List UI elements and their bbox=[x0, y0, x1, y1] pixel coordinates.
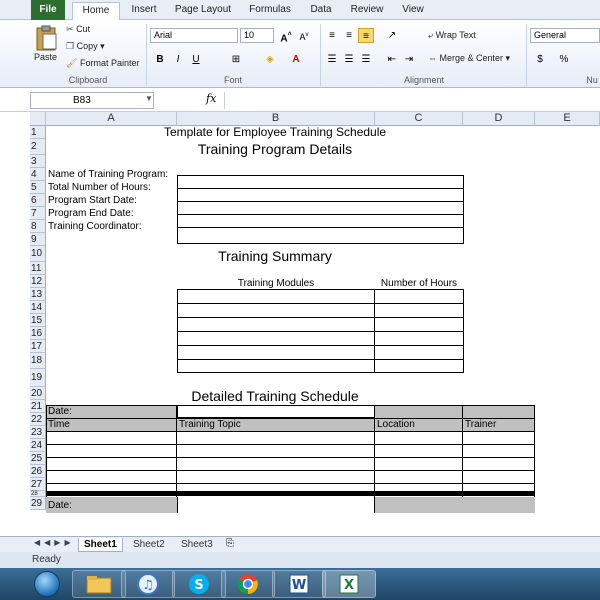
format-painter-button[interactable] bbox=[66, 58, 139, 69]
font-name-select[interactable]: Arial bbox=[150, 28, 238, 43]
itunes-icon bbox=[136, 572, 160, 596]
details-heading[interactable]: Training Program Details bbox=[197, 141, 353, 157]
scissors-icon: ✂ bbox=[66, 24, 74, 35]
excel-icon bbox=[337, 572, 361, 596]
separator bbox=[320, 24, 321, 86]
orientation-icon[interactable]: ↗ bbox=[387, 30, 397, 41]
taskbar-skype[interactable] bbox=[172, 570, 226, 598]
row-header[interactable]: 17 bbox=[30, 340, 46, 353]
row-header[interactable]: 1 bbox=[30, 126, 46, 139]
font-size-select[interactable]: 10 bbox=[240, 28, 274, 43]
row-header[interactable]: 21 bbox=[30, 400, 46, 413]
bold-button[interactable]: B bbox=[156, 54, 164, 65]
word-icon bbox=[287, 572, 311, 596]
svg-text:X: X bbox=[343, 578, 355, 593]
borders-icon[interactable]: ⊞ bbox=[231, 54, 241, 65]
divider bbox=[177, 317, 464, 318]
taskbar-word[interactable] bbox=[272, 570, 326, 598]
merge-center-button[interactable]: ⇔ Merge & Center ▾ bbox=[428, 53, 511, 63]
wrap-text-icon: ⤶ bbox=[428, 30, 434, 40]
row-header[interactable]: 15 bbox=[30, 314, 46, 327]
fill-color-icon[interactable]: ◈ bbox=[266, 54, 274, 65]
thick-divider bbox=[46, 491, 535, 496]
percent-button[interactable]: % bbox=[559, 54, 569, 65]
detail-label[interactable]: Name of Training Program: bbox=[48, 169, 169, 180]
brush-icon: 🖌 bbox=[66, 58, 78, 69]
divider bbox=[177, 214, 464, 215]
detail-label[interactable]: Program End Date: bbox=[48, 208, 134, 219]
tab-view[interactable]: View bbox=[402, 4, 424, 15]
cut-button[interactable] bbox=[66, 24, 90, 35]
decrease-indent-icon[interactable]: ⇤ bbox=[387, 54, 397, 65]
sheet-title[interactable]: Template for Employee Training Schedule bbox=[163, 126, 387, 139]
divider bbox=[177, 201, 464, 202]
row-header[interactable]: 11 bbox=[30, 262, 46, 275]
row-header[interactable]: 2 bbox=[30, 139, 46, 155]
merge-icon: ⇔ bbox=[428, 53, 437, 63]
row-header[interactable]: 5 bbox=[30, 181, 46, 194]
schedule-header-trainer[interactable]: Trainer bbox=[465, 419, 497, 430]
status-bar: Ready bbox=[0, 552, 600, 568]
sheet-tab-2[interactable]: Sheet2 bbox=[133, 539, 165, 550]
tab-review[interactable]: Review bbox=[350, 4, 384, 15]
row-header[interactable]: 28 bbox=[30, 491, 46, 497]
skype-icon bbox=[187, 572, 211, 596]
row-header[interactable]: 16 bbox=[30, 327, 46, 340]
ribbon-tab-bar bbox=[0, 0, 600, 20]
row-header[interactable]: 19 bbox=[30, 369, 46, 387]
divider bbox=[177, 331, 464, 332]
divider bbox=[177, 188, 464, 189]
row-header[interactable]: 20 bbox=[30, 387, 46, 400]
tab-file[interactable]: File bbox=[31, 0, 65, 20]
divider bbox=[177, 227, 464, 228]
align-bottom-icon[interactable]: ≡ bbox=[358, 28, 374, 43]
grow-font-icon[interactable]: A^ bbox=[280, 32, 292, 45]
row-header[interactable]: 9 bbox=[30, 233, 46, 246]
column-header-c[interactable]: C bbox=[375, 112, 463, 126]
row-header[interactable]: 12 bbox=[30, 275, 46, 288]
tab-data[interactable]: Data bbox=[310, 4, 332, 15]
align-top-icon[interactable]: ≡ bbox=[329, 30, 335, 41]
row-header[interactable]: 4 bbox=[30, 168, 46, 181]
formula-bar bbox=[0, 88, 600, 112]
row-header[interactable]: 10 bbox=[30, 246, 46, 262]
clipboard-group-label: Clipboard bbox=[68, 75, 108, 85]
start-orb-icon[interactable] bbox=[34, 571, 60, 597]
detail-label[interactable]: Total Number of Hours: bbox=[48, 182, 151, 193]
tab-page-layout[interactable]: Page Layout bbox=[174, 4, 232, 15]
column-header-e[interactable]: E bbox=[535, 112, 600, 126]
copy-button[interactable]: ❐ Copy ▾ bbox=[66, 41, 105, 52]
divider bbox=[46, 457, 535, 458]
chrome-icon bbox=[236, 572, 260, 596]
schedule-header-topic[interactable]: Training Topic bbox=[179, 419, 241, 430]
tab-home[interactable]: Home bbox=[72, 2, 120, 21]
wrap-text-label: Wrap Text bbox=[435, 30, 476, 40]
detail-label[interactable]: Program Start Date: bbox=[48, 195, 137, 206]
sheet-tab-3[interactable]: Sheet3 bbox=[181, 539, 213, 550]
folder-icon bbox=[86, 574, 112, 594]
ribbon bbox=[0, 20, 600, 88]
divider bbox=[177, 359, 464, 360]
row-header[interactable]: 8 bbox=[30, 220, 46, 233]
schedule-heading[interactable]: Detailed Training Schedule bbox=[191, 388, 359, 404]
taskbar-chrome[interactable] bbox=[221, 570, 275, 598]
schedule-header-time[interactable]: Time bbox=[48, 419, 70, 430]
svg-text:♫: ♫ bbox=[142, 578, 154, 593]
row-header[interactable]: 22 bbox=[30, 413, 46, 426]
worksheet-grid[interactable] bbox=[46, 126, 600, 536]
divider bbox=[46, 444, 535, 445]
font-color-icon[interactable]: A bbox=[292, 54, 300, 65]
row-header[interactable]: 29 bbox=[30, 497, 46, 510]
align-middle-icon[interactable]: ≡ bbox=[346, 30, 352, 41]
paste-icon bbox=[34, 24, 58, 52]
row-header[interactable]: 7 bbox=[30, 207, 46, 220]
underline-button[interactable]: U bbox=[192, 54, 200, 65]
row-header[interactable]: 25 bbox=[30, 452, 46, 465]
fx-icon[interactable]: fx bbox=[206, 92, 217, 105]
copy-icon: ❐ bbox=[66, 41, 75, 52]
row-header[interactable]: 18 bbox=[30, 353, 46, 369]
number-group-label: Nu bbox=[586, 75, 598, 85]
date-label[interactable]: Date: bbox=[48, 406, 72, 417]
taskbar-explorer[interactable] bbox=[72, 570, 126, 598]
italic-button[interactable]: I bbox=[176, 54, 180, 65]
wrap-text-button[interactable] bbox=[428, 30, 476, 41]
alignment-group-label: Alignment bbox=[403, 75, 445, 85]
sheet-nav-arrows[interactable]: ◀◀▶▶ bbox=[34, 538, 75, 547]
summary-heading[interactable]: Training Summary bbox=[218, 248, 332, 264]
divider bbox=[177, 345, 464, 346]
row-header[interactable]: 13 bbox=[30, 288, 46, 301]
formula-input[interactable] bbox=[224, 92, 600, 109]
cut-label: Cut bbox=[76, 24, 91, 34]
row-header[interactable]: 6 bbox=[30, 194, 46, 207]
divider bbox=[177, 303, 464, 304]
increase-indent-icon[interactable]: ⇥ bbox=[404, 54, 414, 65]
chevron-down-icon[interactable]: ▼ bbox=[145, 94, 153, 103]
taskbar-itunes[interactable] bbox=[121, 570, 175, 598]
number-format-select[interactable]: General bbox=[530, 28, 600, 43]
paste-button[interactable] bbox=[34, 24, 58, 54]
row-header[interactable]: 3 bbox=[30, 155, 46, 168]
summary-header-hours[interactable]: Number of Hours bbox=[380, 278, 458, 289]
divider bbox=[46, 431, 535, 432]
align-left-icon[interactable]: ☰ bbox=[327, 54, 337, 65]
date-value-cell[interactable] bbox=[177, 497, 375, 513]
merge-center-label: Merge & Center bbox=[439, 53, 504, 63]
schedule-header-location[interactable]: Location bbox=[377, 419, 415, 430]
sheet-tab-1[interactable]: Sheet1 bbox=[78, 538, 123, 552]
new-sheet-icon[interactable]: ⎘ bbox=[226, 538, 234, 549]
currency-button[interactable]: $ bbox=[537, 54, 543, 65]
column-header-b[interactable]: B bbox=[177, 112, 375, 126]
font-group-label: Font bbox=[223, 75, 242, 85]
summary-header-modules[interactable]: Training Modules bbox=[237, 278, 315, 289]
tab-insert[interactable]: Insert bbox=[131, 4, 157, 15]
shrink-font-icon[interactable]: $A^v$ bbox=[299, 32, 309, 42]
column-header-a[interactable]: A bbox=[46, 112, 177, 126]
paste-label[interactable]: Paste bbox=[34, 52, 58, 62]
divider bbox=[46, 470, 535, 471]
copy-label: Copy bbox=[76, 41, 98, 51]
svg-text:S: S bbox=[194, 578, 204, 593]
separator bbox=[526, 24, 527, 86]
tab-formulas[interactable]: Formulas bbox=[249, 4, 291, 15]
svg-text:W: W bbox=[291, 578, 307, 593]
taskbar bbox=[0, 568, 600, 600]
column-header-d[interactable]: D bbox=[463, 112, 535, 126]
detail-label[interactable]: Training Coordinator: bbox=[48, 221, 142, 232]
details-input-table[interactable] bbox=[177, 175, 464, 244]
date-label[interactable]: Date: bbox=[48, 500, 72, 511]
divider bbox=[46, 483, 535, 484]
sheet-tab-bar bbox=[0, 536, 600, 552]
align-center-icon[interactable]: ☰ bbox=[344, 54, 354, 65]
divider bbox=[46, 418, 535, 419]
select-all-corner[interactable] bbox=[30, 112, 46, 126]
row-header[interactable]: 23 bbox=[30, 426, 46, 439]
taskbar-excel[interactable] bbox=[322, 570, 376, 598]
row-header[interactable]: 24 bbox=[30, 439, 46, 452]
name-box[interactable]: B83 bbox=[30, 92, 154, 109]
separator bbox=[146, 24, 147, 86]
format-painter-label: Format Painter bbox=[79, 58, 140, 68]
row-header[interactable]: 27 bbox=[30, 478, 46, 491]
align-right-icon[interactable]: ☰ bbox=[361, 54, 371, 65]
row-header[interactable]: 26 bbox=[30, 465, 46, 478]
row-header[interactable]: 14 bbox=[30, 301, 46, 314]
